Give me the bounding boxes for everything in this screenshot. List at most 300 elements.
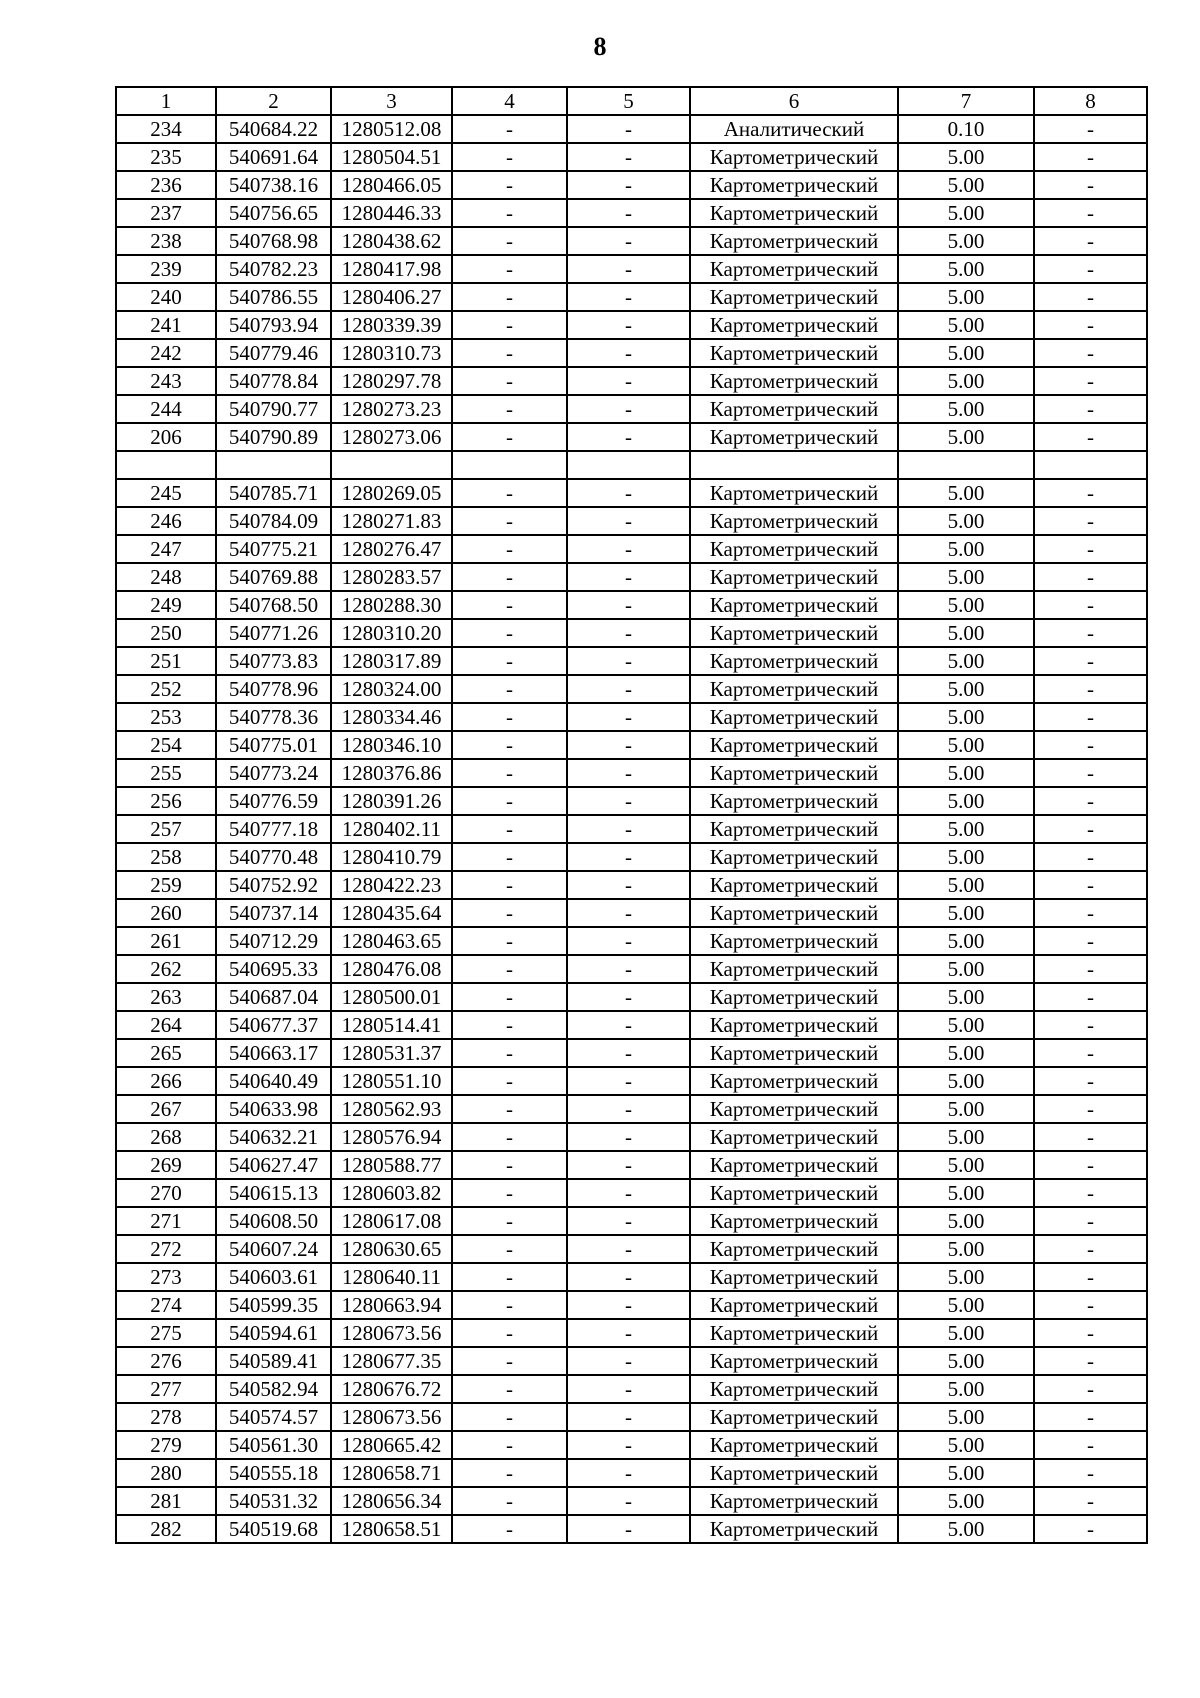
table-cell: - xyxy=(1034,1151,1147,1179)
table-row xyxy=(116,143,1147,171)
table-cell: 1280283.57 xyxy=(331,563,452,591)
table-cell: Картометрический xyxy=(690,1403,898,1431)
table-row xyxy=(116,115,1147,143)
table-cell: 1280630.65 xyxy=(331,1235,452,1263)
table-cell: 1280273.06 xyxy=(331,423,452,451)
table-cell: Картометрический xyxy=(690,227,898,255)
table-cell: Картометрический xyxy=(690,1431,898,1459)
table-row xyxy=(116,955,1147,983)
table-row xyxy=(116,1347,1147,1375)
table-cell: 276 xyxy=(116,1347,216,1375)
table-cell: - xyxy=(567,731,690,759)
table-cell: - xyxy=(1034,619,1147,647)
table-cell: Картометрический xyxy=(690,1459,898,1487)
table-cell: 5.00 xyxy=(898,1459,1034,1487)
table-cell: 249 xyxy=(116,591,216,619)
table-cell: 1280463.65 xyxy=(331,927,452,955)
table-cell: - xyxy=(1034,1347,1147,1375)
table-cell: Картометрический xyxy=(690,1039,898,1067)
table-cell: 540615.13 xyxy=(216,1179,331,1207)
table-cell: 247 xyxy=(116,535,216,563)
table-cell: - xyxy=(567,1123,690,1151)
table-cell: 239 xyxy=(116,255,216,283)
table-cell: - xyxy=(567,955,690,983)
table-cell: - xyxy=(452,731,567,759)
table-cell: - xyxy=(1034,1403,1147,1431)
table-cell: - xyxy=(452,927,567,955)
table-cell: - xyxy=(567,507,690,535)
table-cell: 1280551.10 xyxy=(331,1067,452,1095)
table-cell: 540778.84 xyxy=(216,367,331,395)
table-cell: - xyxy=(452,1039,567,1067)
table-cell: - xyxy=(567,703,690,731)
table-cell: 1280346.10 xyxy=(331,731,452,759)
table-cell: 540640.49 xyxy=(216,1067,331,1095)
table-row xyxy=(116,1151,1147,1179)
table-cell: 5.00 xyxy=(898,703,1034,731)
table-cell: 250 xyxy=(116,619,216,647)
table-cell: - xyxy=(1034,395,1147,423)
table-cell: - xyxy=(452,787,567,815)
table-cell: - xyxy=(567,675,690,703)
table-cell: - xyxy=(1034,927,1147,955)
table-cell: 5.00 xyxy=(898,563,1034,591)
table-cell: - xyxy=(567,843,690,871)
table-cell: 540776.59 xyxy=(216,787,331,815)
table-cell: - xyxy=(1034,563,1147,591)
table-cell: - xyxy=(567,367,690,395)
table-cell: - xyxy=(1034,283,1147,311)
table-cell: - xyxy=(1034,1431,1147,1459)
table-cell: 5.00 xyxy=(898,1095,1034,1123)
table-cell: - xyxy=(567,1207,690,1235)
table-cell: 241 xyxy=(116,311,216,339)
table-cell: - xyxy=(1034,479,1147,507)
table-cell: - xyxy=(567,1319,690,1347)
table-cell: 1280339.39 xyxy=(331,311,452,339)
table-cell: 540687.04 xyxy=(216,983,331,1011)
table-cell: 5.00 xyxy=(898,283,1034,311)
table-cell: 540773.24 xyxy=(216,759,331,787)
coordinates-table xyxy=(115,86,1148,1544)
table-cell: 5.00 xyxy=(898,1067,1034,1095)
table-cell: 540712.29 xyxy=(216,927,331,955)
table-cell: 540627.47 xyxy=(216,1151,331,1179)
table-cell: 1280391.26 xyxy=(331,787,452,815)
table-row xyxy=(116,227,1147,255)
table-cell: - xyxy=(567,227,690,255)
table-cell: - xyxy=(452,171,567,199)
table-cell: Картометрический xyxy=(690,1095,898,1123)
table-cell: - xyxy=(1034,1179,1147,1207)
table-cell: - xyxy=(567,311,690,339)
table-cell: 261 xyxy=(116,927,216,955)
table-cell: 540782.23 xyxy=(216,255,331,283)
table-cell: 279 xyxy=(116,1431,216,1459)
table-cell: - xyxy=(452,1123,567,1151)
column-header: 3 xyxy=(331,87,452,115)
table-cell: - xyxy=(452,507,567,535)
table-cell: 1280562.93 xyxy=(331,1095,452,1123)
table-cell: 265 xyxy=(116,1039,216,1067)
table-cell: - xyxy=(452,227,567,255)
table-cell: 235 xyxy=(116,143,216,171)
table-cell: - xyxy=(452,1375,567,1403)
table-cell: - xyxy=(452,619,567,647)
table-cell: Картометрический xyxy=(690,311,898,339)
table-cell: 278 xyxy=(116,1403,216,1431)
table-cell: 540756.65 xyxy=(216,199,331,227)
table-cell: 5.00 xyxy=(898,423,1034,451)
table-row xyxy=(116,1011,1147,1039)
table-cell: 0.10 xyxy=(898,115,1034,143)
table-cell: Картометрический xyxy=(690,759,898,787)
table-cell: 238 xyxy=(116,227,216,255)
table-row xyxy=(116,591,1147,619)
table-cell: 540793.94 xyxy=(216,311,331,339)
table-row xyxy=(116,199,1147,227)
table-cell: - xyxy=(452,1459,567,1487)
table-cell: - xyxy=(452,1403,567,1431)
table-row xyxy=(116,759,1147,787)
table-cell: Картометрический xyxy=(690,647,898,675)
table-cell: - xyxy=(1034,983,1147,1011)
table-row xyxy=(116,675,1147,703)
table-cell: Картометрический xyxy=(690,1347,898,1375)
table-cell: 540775.01 xyxy=(216,731,331,759)
table-cell: Картометрический xyxy=(690,1067,898,1095)
table-cell: 1280640.11 xyxy=(331,1263,452,1291)
table-row xyxy=(116,1459,1147,1487)
table-cell: - xyxy=(452,1095,567,1123)
table-cell: - xyxy=(1034,1487,1147,1515)
table-cell: - xyxy=(1034,423,1147,451)
table-cell: Картометрический xyxy=(690,1375,898,1403)
table-row xyxy=(116,1291,1147,1319)
table-cell: 540603.61 xyxy=(216,1263,331,1291)
table-cell: - xyxy=(567,1403,690,1431)
table-cell: 5.00 xyxy=(898,1487,1034,1515)
table-cell: - xyxy=(1034,199,1147,227)
table-cell: 5.00 xyxy=(898,787,1034,815)
table-cell: - xyxy=(567,871,690,899)
table-row xyxy=(116,1067,1147,1095)
table-row xyxy=(116,703,1147,731)
table-cell: 282 xyxy=(116,1515,216,1543)
table-cell: 540779.46 xyxy=(216,339,331,367)
table-cell: - xyxy=(567,535,690,563)
table-cell: - xyxy=(452,115,567,143)
table-cell: 272 xyxy=(116,1235,216,1263)
table-cell xyxy=(690,451,898,479)
table-cell xyxy=(216,451,331,479)
table-cell: 206 xyxy=(116,423,216,451)
table-cell: 5.00 xyxy=(898,1151,1034,1179)
table-cell: - xyxy=(1034,339,1147,367)
table-cell: 1280406.27 xyxy=(331,283,452,311)
table-cell: - xyxy=(452,255,567,283)
table-cell: Картометрический xyxy=(690,479,898,507)
table-cell: 5.00 xyxy=(898,367,1034,395)
table-cell: 5.00 xyxy=(898,983,1034,1011)
table-cell: 540677.37 xyxy=(216,1011,331,1039)
table-row xyxy=(116,1431,1147,1459)
table-cell: 267 xyxy=(116,1095,216,1123)
table-cell: - xyxy=(567,255,690,283)
table-cell: - xyxy=(452,983,567,1011)
table-cell: 5.00 xyxy=(898,1235,1034,1263)
table-cell: - xyxy=(1034,507,1147,535)
table-row xyxy=(116,311,1147,339)
table-cell: - xyxy=(452,367,567,395)
table-cell: - xyxy=(452,843,567,871)
table-row xyxy=(116,1095,1147,1123)
table-cell: 1280438.62 xyxy=(331,227,452,255)
table-cell: - xyxy=(567,591,690,619)
table-cell: 5.00 xyxy=(898,619,1034,647)
table-row xyxy=(116,647,1147,675)
table-cell xyxy=(1034,451,1147,479)
table-cell: Картометрический xyxy=(690,871,898,899)
table-cell: - xyxy=(567,787,690,815)
table-cell: Картометрический xyxy=(690,423,898,451)
table-cell: 5.00 xyxy=(898,871,1034,899)
table-cell: 540790.77 xyxy=(216,395,331,423)
table-row xyxy=(116,283,1147,311)
table-cell: 5.00 xyxy=(898,899,1034,927)
table-cell: Картометрический xyxy=(690,899,898,927)
table-cell: 269 xyxy=(116,1151,216,1179)
table-cell: 540785.71 xyxy=(216,479,331,507)
table-row xyxy=(116,899,1147,927)
table-cell: 268 xyxy=(116,1123,216,1151)
table-cell: - xyxy=(567,1039,690,1067)
table-row xyxy=(116,1179,1147,1207)
table-row xyxy=(116,1403,1147,1431)
table-cell: 5.00 xyxy=(898,171,1034,199)
table-cell xyxy=(452,451,567,479)
table-cell: - xyxy=(567,1263,690,1291)
table-cell: 5.00 xyxy=(898,675,1034,703)
table-cell: - xyxy=(452,1319,567,1347)
table-row xyxy=(116,535,1147,563)
table-cell: 1280514.41 xyxy=(331,1011,452,1039)
table-cell: - xyxy=(1034,1039,1147,1067)
table-cell: - xyxy=(452,703,567,731)
table-cell: 1280658.51 xyxy=(331,1515,452,1543)
table-cell: 1280673.56 xyxy=(331,1403,452,1431)
table-cell: 540768.50 xyxy=(216,591,331,619)
table-cell: 540582.94 xyxy=(216,1375,331,1403)
table-cell: - xyxy=(1034,367,1147,395)
table-cell: 1280504.51 xyxy=(331,143,452,171)
table-cell: - xyxy=(1034,871,1147,899)
table-cell: 5.00 xyxy=(898,395,1034,423)
table-cell: - xyxy=(1034,759,1147,787)
table-cell: Картометрический xyxy=(690,1123,898,1151)
table-cell: - xyxy=(452,591,567,619)
table-cell: 1280677.35 xyxy=(331,1347,452,1375)
table-cell: 248 xyxy=(116,563,216,591)
table-cell: 540775.21 xyxy=(216,535,331,563)
table-cell: - xyxy=(567,1235,690,1263)
table-cell: - xyxy=(567,1347,690,1375)
table-cell: Картометрический xyxy=(690,731,898,759)
table-cell: 242 xyxy=(116,339,216,367)
table-cell: 1280446.33 xyxy=(331,199,452,227)
table-cell: - xyxy=(452,1151,567,1179)
table-cell: - xyxy=(1034,1235,1147,1263)
table-row xyxy=(116,563,1147,591)
table-row xyxy=(116,339,1147,367)
table-cell: 540608.50 xyxy=(216,1207,331,1235)
table-cell: - xyxy=(567,983,690,1011)
table-cell: - xyxy=(452,1347,567,1375)
table-cell: 234 xyxy=(116,115,216,143)
table-cell: 1280576.94 xyxy=(331,1123,452,1151)
table-cell: - xyxy=(1034,731,1147,759)
table-cell: 252 xyxy=(116,675,216,703)
table-cell: - xyxy=(567,1179,690,1207)
table-cell: 540770.48 xyxy=(216,843,331,871)
table-cell: 540769.88 xyxy=(216,563,331,591)
table-cell: 5.00 xyxy=(898,843,1034,871)
table-cell: - xyxy=(1034,1459,1147,1487)
table-cell: - xyxy=(1034,1095,1147,1123)
table-cell: 277 xyxy=(116,1375,216,1403)
table-cell: 540633.98 xyxy=(216,1095,331,1123)
table-cell: - xyxy=(567,395,690,423)
table-cell: - xyxy=(567,815,690,843)
table-cell: 1280663.94 xyxy=(331,1291,452,1319)
table-cell: - xyxy=(567,647,690,675)
table-cell: 5.00 xyxy=(898,311,1034,339)
table-cell: - xyxy=(452,759,567,787)
table-cell: - xyxy=(1034,1123,1147,1151)
table-cell: - xyxy=(567,283,690,311)
table-cell: 251 xyxy=(116,647,216,675)
table-cell: 1280310.73 xyxy=(331,339,452,367)
table-cell: 5.00 xyxy=(898,591,1034,619)
table-cell: 236 xyxy=(116,171,216,199)
table-cell: 260 xyxy=(116,899,216,927)
table-cell: 540663.17 xyxy=(216,1039,331,1067)
table-cell: - xyxy=(1034,815,1147,843)
table-cell: Картометрический xyxy=(690,675,898,703)
table-cell: 5.00 xyxy=(898,1515,1034,1543)
table-cell: 271 xyxy=(116,1207,216,1235)
table-row xyxy=(116,171,1147,199)
table-cell: Картометрический xyxy=(690,815,898,843)
table-cell: - xyxy=(452,339,567,367)
table-cell: 1280466.05 xyxy=(331,171,452,199)
table-cell: - xyxy=(452,199,567,227)
table-cell: 262 xyxy=(116,955,216,983)
table-cell: 540531.32 xyxy=(216,1487,331,1515)
table-cell: - xyxy=(567,143,690,171)
table-cell: - xyxy=(452,1487,567,1515)
table-row-blank xyxy=(116,451,1147,479)
table-cell: 1280297.78 xyxy=(331,367,452,395)
table-row xyxy=(116,1375,1147,1403)
table-cell: - xyxy=(1034,143,1147,171)
table-row xyxy=(116,619,1147,647)
table-cell: 1280617.08 xyxy=(331,1207,452,1235)
table-cell: 259 xyxy=(116,871,216,899)
table-cell: 1280273.23 xyxy=(331,395,452,423)
table-cell: 5.00 xyxy=(898,1039,1034,1067)
table-cell: 5.00 xyxy=(898,339,1034,367)
table-cell xyxy=(331,451,452,479)
table-row xyxy=(116,1207,1147,1235)
table-cell: Картометрический xyxy=(690,591,898,619)
table-cell: 5.00 xyxy=(898,1291,1034,1319)
table-cell: Картометрический xyxy=(690,1263,898,1291)
table-cell: - xyxy=(567,1515,690,1543)
table-cell: - xyxy=(452,1263,567,1291)
table-cell: 1280310.20 xyxy=(331,619,452,647)
table-cell: 540790.89 xyxy=(216,423,331,451)
table-row xyxy=(116,927,1147,955)
table-cell: - xyxy=(1034,1207,1147,1235)
table-cell: 5.00 xyxy=(898,759,1034,787)
table-cell: - xyxy=(1034,787,1147,815)
table-row xyxy=(116,731,1147,759)
table-cell: - xyxy=(567,1375,690,1403)
table-cell: - xyxy=(452,1235,567,1263)
table-cell: 275 xyxy=(116,1319,216,1347)
table-cell: 1280435.64 xyxy=(331,899,452,927)
table-cell: - xyxy=(452,1067,567,1095)
table-cell: - xyxy=(567,1459,690,1487)
table-cell: - xyxy=(567,423,690,451)
table-cell: - xyxy=(567,1487,690,1515)
table-cell: 270 xyxy=(116,1179,216,1207)
table-cell: - xyxy=(452,143,567,171)
table-cell: - xyxy=(1034,1375,1147,1403)
table-cell: 5.00 xyxy=(898,255,1034,283)
table-cell: 540786.55 xyxy=(216,283,331,311)
table-cell: - xyxy=(452,395,567,423)
table-cell: Картометрический xyxy=(690,983,898,1011)
table-cell: 540599.35 xyxy=(216,1291,331,1319)
table-cell: 1280531.37 xyxy=(331,1039,452,1067)
table-cell: 1280271.83 xyxy=(331,507,452,535)
table-cell: - xyxy=(1034,899,1147,927)
table-cell: 540594.61 xyxy=(216,1319,331,1347)
table-cell: 254 xyxy=(116,731,216,759)
table-cell: 240 xyxy=(116,283,216,311)
table-cell: 540519.68 xyxy=(216,1515,331,1543)
table-cell: - xyxy=(567,1095,690,1123)
table-row xyxy=(116,1487,1147,1515)
table-row xyxy=(116,815,1147,843)
table-cell: Картометрический xyxy=(690,367,898,395)
table-cell: 540768.98 xyxy=(216,227,331,255)
table-cell: - xyxy=(1034,311,1147,339)
column-header: 6 xyxy=(690,87,898,115)
table-cell: 1280269.05 xyxy=(331,479,452,507)
table-cell: - xyxy=(567,479,690,507)
table-cell: - xyxy=(452,815,567,843)
table-cell: Картометрический xyxy=(690,1487,898,1515)
table-row xyxy=(116,1515,1147,1543)
table-cell: 5.00 xyxy=(898,1347,1034,1375)
table-cell: - xyxy=(452,1011,567,1039)
table-cell: - xyxy=(567,171,690,199)
table-row xyxy=(116,983,1147,1011)
table-cell: - xyxy=(452,1515,567,1543)
